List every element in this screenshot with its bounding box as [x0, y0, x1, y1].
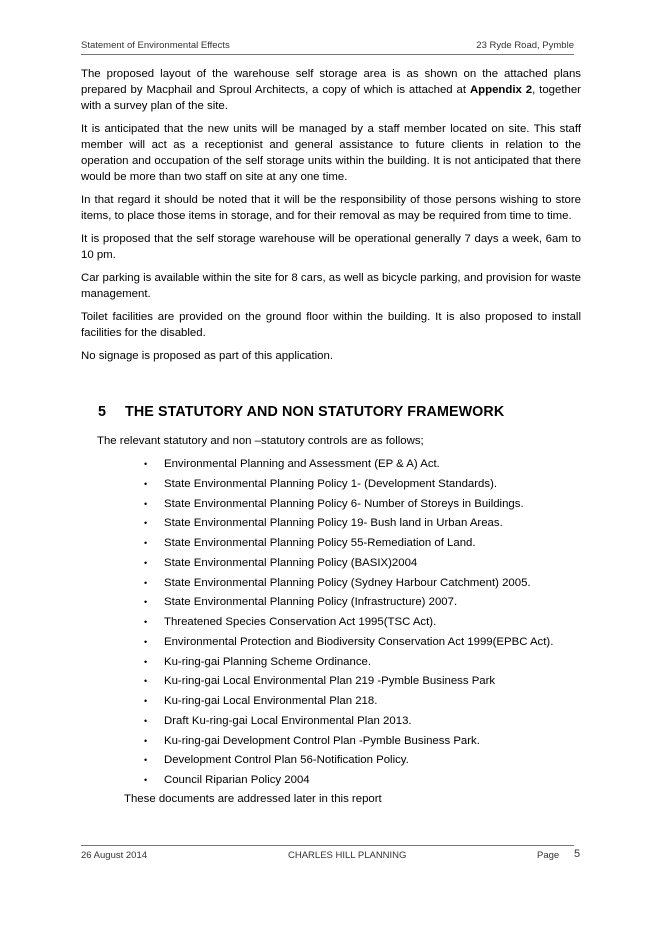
list-item-text: State Environmental Planning Policy 19- Bush land in Urban Areas. — [164, 517, 503, 530]
list-item — [142, 515, 553, 535]
section-title: THE STATUTORY AND NON STATUTORY FRAMEWORK — [125, 404, 505, 420]
bullet-icon: • — [144, 617, 148, 627]
list-item — [142, 555, 553, 575]
list-item-text: Environmental Protection and Biodiversity Conservation Act 1999(EPBC Act). — [164, 635, 554, 648]
list-item — [142, 535, 553, 555]
paragraph-layout-text-end: , together with a survey plan of the site. — [81, 84, 581, 112]
bullet-icon: • — [144, 538, 148, 548]
bullet-icon: • — [144, 656, 148, 667]
list-item — [142, 594, 553, 614]
header-site-address: 23 Ryde Road, Pymble — [476, 40, 574, 51]
list-item — [142, 634, 553, 654]
appendix-reference: Appendix 2 — [469, 84, 533, 96]
list-item — [142, 713, 553, 733]
bullet-icon: • — [144, 715, 148, 726]
section-intro: The relevant statutory and non –statutory controls are as follows; — [97, 435, 424, 447]
list-item — [142, 673, 553, 693]
paragraph-layout-text: The proposed layout of the warehouse self storage area is as shown on the attached plans prepared by Macphail and Sproul Architects, a copy of which is attached at — [81, 68, 581, 96]
list-item-text: Ku-ring-gai Development Control Plan -Pymble Business Park. — [164, 734, 480, 747]
bullet-icon: • — [144, 696, 148, 706]
header-document-title: Statement of Environmental Effects — [81, 40, 230, 51]
bullet-icon: • — [144, 518, 148, 529]
list-item-text: State Environmental Planning Policy (Infrastructure) 2007. — [164, 596, 458, 609]
footer-date: 26 August 2014 — [81, 850, 148, 861]
list-item-text: State Environmental Planning Policy 55-Remediation of Land. — [164, 537, 476, 549]
list-item-text: Ku-ring-gai Local Environmental Plan 218. — [164, 695, 378, 707]
closing-sentence: These documents are addressed later in this report — [124, 793, 382, 805]
bullet-icon: • — [144, 577, 148, 588]
list-item-text: State Environmental Planning Policy 6- Number of Storeys in Buildings. — [164, 497, 524, 510]
list-item — [142, 456, 553, 476]
list-item — [142, 733, 553, 753]
bullet-icon: • — [144, 636, 148, 647]
list-item — [142, 496, 553, 516]
bullet-icon: • — [144, 676, 148, 687]
list-item-text: Council Riparian Policy 2004 — [164, 774, 310, 786]
list-item-text: Draft Ku-ring-gai Local Environmental Plan 2013. — [164, 714, 412, 727]
list-item-text: State Environmental Planning Policy (BASIX)2004 — [164, 556, 418, 569]
bullet-icon: • — [144, 459, 148, 469]
section-heading — [81, 404, 504, 420]
bullet-icon: • — [144, 775, 148, 785]
list-item-text: Ku-ring-gai Local Environmental Plan 219 -Pymble Business Park — [164, 675, 496, 688]
list-item-text: Environmental Planning and Assessment (EP & A) Act. — [164, 458, 440, 470]
paragraph-management: It is anticipated that the new units will be managed by a staff member located on site. This staff member will act as a receptionist and general assistance to future clients in relation to the operation and occupation of the self storage units within the building. It is not anticipated that there would be more than two staff on site at any one time. — [81, 123, 581, 183]
list-item — [142, 693, 553, 713]
paragraph-layout — [81, 66, 581, 114]
list-item-text: State Environmental Planning Policy (Sydney Harbour Catchment) 2005. — [164, 576, 531, 589]
list-item — [142, 614, 553, 634]
list-item-text: Threatened Species Conservation Act 1995(TSC Act). — [164, 616, 437, 628]
list-item — [142, 575, 553, 595]
list-item — [142, 476, 553, 496]
bullet-icon: • — [144, 478, 148, 489]
page-header — [81, 40, 574, 55]
controls-list — [142, 456, 553, 792]
section-number: 5 — [98, 404, 107, 420]
list-item-text: State Environmental Planning Policy 1- (Development Standards). — [164, 477, 498, 490]
body-text — [81, 66, 581, 371]
paragraph-parking: Car parking is available within the site for 8 cars, as well as bicycle parking, and provision for waste management. — [81, 272, 581, 300]
paragraph-facilities: Toilet facilities are provided on the ground floor within the building. It is also proposed to install facilities for the disabled. — [81, 311, 581, 339]
footer-page-number: 5 — [574, 848, 581, 860]
paragraph-hours: It is proposed that the self storage warehouse will be operational generally 7 days a week, 6am to 10 pm. — [81, 233, 581, 261]
list-item — [142, 752, 553, 772]
bullet-icon: • — [144, 597, 148, 608]
list-item-text: Development Control Plan 56-Notification Policy. — [164, 754, 409, 767]
bullet-icon: • — [144, 735, 148, 746]
paragraph-signage: No signage is proposed as part of this application. — [81, 350, 334, 362]
bullet-icon: • — [144, 498, 148, 509]
footer-firm-name: CHARLES HILL PLANNING — [288, 850, 407, 861]
list-item-text: Ku-ring-gai Planning Scheme Ordinance. — [164, 655, 372, 668]
paragraph-responsibility: In that regard it should be noted that it will be the responsibility of those persons wishing to store items, to place those items in storage, and for their removal as may be required from time to time. — [81, 194, 581, 222]
footer-page-label: Page — [537, 850, 560, 861]
list-item — [142, 772, 553, 792]
bullet-icon: • — [144, 557, 148, 568]
page-footer — [81, 845, 581, 864]
bullet-icon: • — [144, 755, 148, 766]
list-item — [142, 654, 553, 674]
